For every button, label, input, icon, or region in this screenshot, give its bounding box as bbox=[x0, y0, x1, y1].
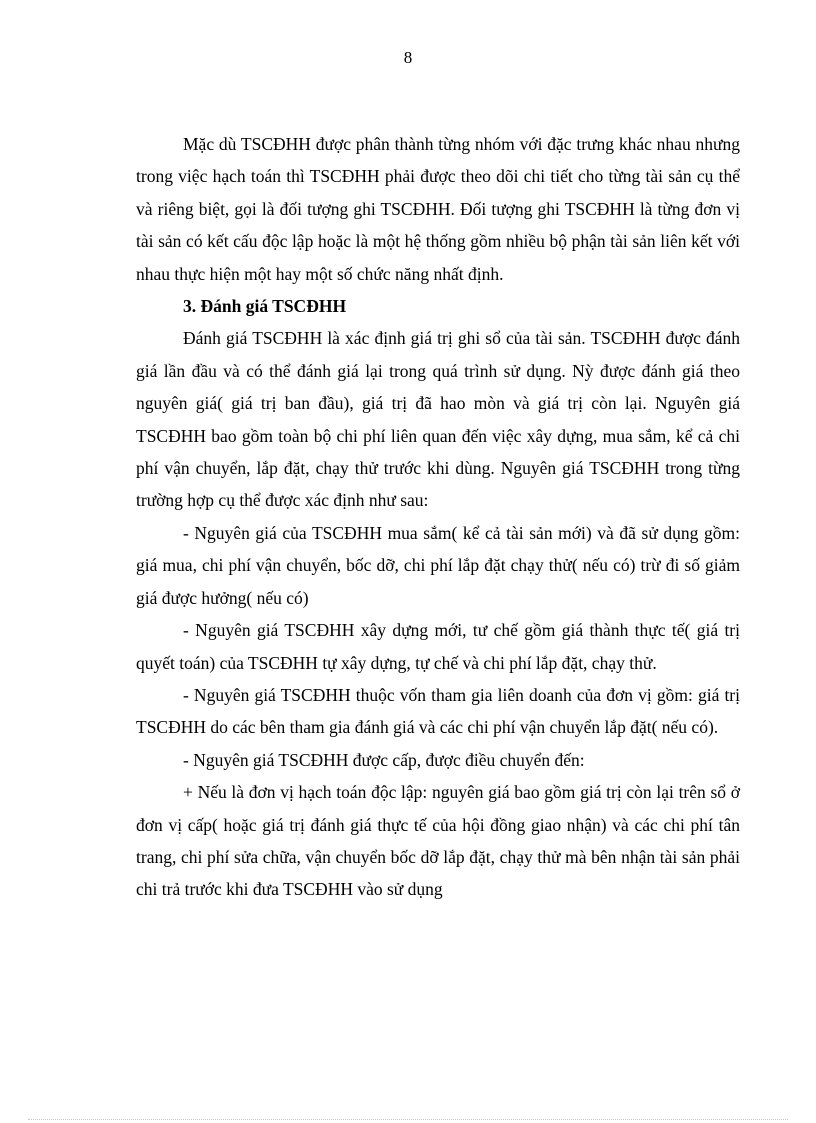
paragraph-independent-unit-cost: + Nếu là đơn vị hạch toán độc lập: nguyên giá bao gồm giá trị còn lại trên sổ ở đơn vị cấp( hoặc giá trị đánh giá thực tế của hội đồng giao nhận) và các chi phí tân trang, chi phí sửa chữa, vận chuyển bốc dỡ lắp đặt, chạy thử mà bên nhận tài sản phải chi trả trước khi đưa TSCĐHH vào sử dụng bbox=[136, 782, 740, 900]
paragraph-joint-venture-asset-cost: - Nguyên giá TSCĐHH thuộc vốn tham gia liên doanh của đơn vị gồm: giá trị TSCĐHH do các bên tham gia đánh giá và các chi phí vận chuyển lắp đặt( nếu có). bbox=[136, 684, 740, 738]
paragraph-self-built-asset-cost: - Nguyên giá TSCĐHH xây dựng mới, tư chế gồm giá thành thực tế( giá trị quyết toán) của TSCĐHH tự xây dựng, tự chế và chi phí lắp đặt, chạy thử. bbox=[136, 620, 740, 673]
paragraph-valuation-intro: Đánh giá TSCĐHH là xác định giá trị ghi sổ của tài sản. TSCĐHH được đánh giá lần đầu và có thể đánh giá lại trong quá trình sử dụng. Nỳ được đánh giá theo nguyên giá( giá trị ban đầu), giá trị đã hao mòn và giá trị còn lại. Nguyên giá TSCĐHH bao gồm toàn bộ chi phí liên quan đến việc xây dựng, mua sắm, kể cả chi phí vận chuyển, lắp đặt, chạy thử trước khi dùng. Nguyên giá TSCĐHH trong từng trường hợp cụ thể được xác định như sau: bbox=[136, 328, 740, 511]
page-number: 8 bbox=[403, 48, 413, 67]
section-heading-valuation: 3. Đánh giá TSCĐHH bbox=[183, 296, 347, 317]
document-body bbox=[136, 128, 740, 906]
paragraph-asset-tracking: Mặc dù TSCĐHH được phân thành từng nhóm với đặc trưng khác nhau nhưng trong việc hạch toán thì TSCĐHH phải được theo dõi chi tiết cho từng tài sản cụ thể và riêng biệt, gọi là đối tượng ghi TSCĐHH. Đối tượng ghi TSCĐHH là từng đơn vị tài sản có kết cấu độc lập hoặc là một hệ thống gồm nhiều bộ phận tài sản liên kết với nhau thực hiện một hay một số chức năng nhất định. bbox=[136, 134, 740, 284]
paragraph-purchased-asset-cost: - Nguyên giá của TSCĐHH mua sắm( kể cả tài sản mới) và đã sử dụng gồm: giá mua, chi phí vận chuyển, bốc dỡ, chi phí lắp đặt chạy thử( nếu có) trừ đi số giảm giá được hưởng( nếu có) bbox=[136, 522, 740, 608]
paragraph-transferred-asset-cost: - Nguyên giá TSCĐHH được cấp, được điều chuyển đến: bbox=[183, 749, 585, 770]
page-bottom-divider bbox=[28, 1119, 788, 1120]
